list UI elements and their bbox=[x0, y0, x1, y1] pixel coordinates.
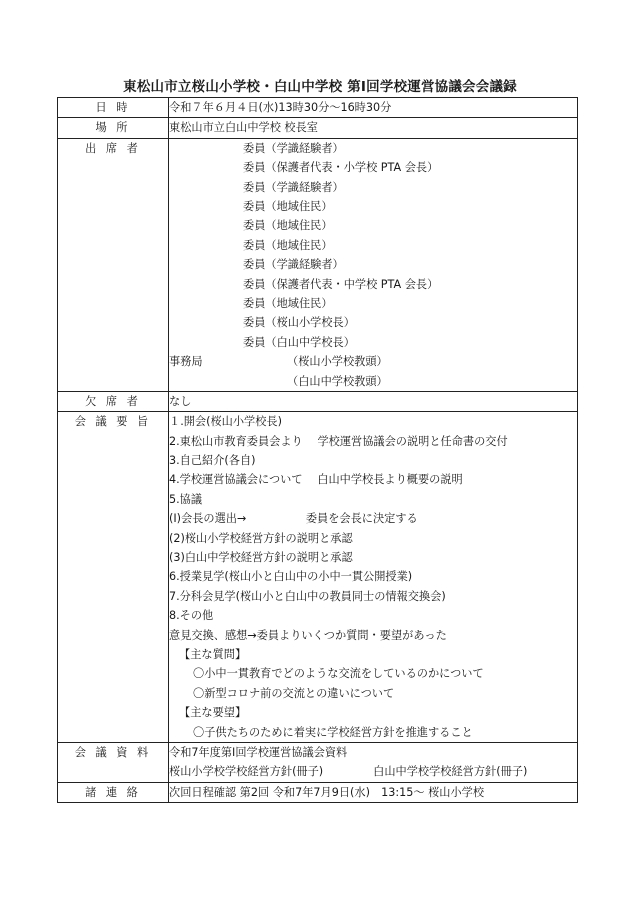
attendee-item: 委員（学識経験者） bbox=[243, 258, 344, 272]
materials-item: 桜山小学校学校経営方針(冊子) bbox=[169, 765, 324, 779]
secretariat-row bbox=[169, 372, 577, 391]
attendee-item: 委員（地域住民） bbox=[243, 238, 333, 252]
summary-value bbox=[169, 412, 578, 743]
notices-value: 次回日程確認 第2回 令和7年7月9日(水) 13:15～ 桜山小学校 bbox=[169, 782, 578, 802]
summary-item: (3)白山中学校経営方針の説明と承認 bbox=[169, 551, 353, 565]
attendee-item: 委員（保護者代表・小学校 PTA 会長） bbox=[243, 161, 439, 175]
summary-item: 【主な質問】 bbox=[179, 647, 247, 661]
attendee-item: 委員（地域住民） bbox=[243, 296, 333, 310]
summary-item: 5.協議 bbox=[169, 492, 203, 506]
summary-item: 8.その他 bbox=[169, 609, 214, 623]
attendees-label: 出 席 者 bbox=[58, 138, 169, 391]
attendee-item: 委員（保護者代表・中学校 PTA 会長） bbox=[243, 277, 439, 291]
document-title: 東松山市立桜山小学校・白山中学校 第Ⅰ回学校運営協議会会議録 bbox=[123, 79, 517, 95]
minutes-table bbox=[57, 97, 578, 803]
secretariat-row bbox=[169, 352, 577, 371]
place-label: 場 所 bbox=[58, 118, 169, 138]
place-value: 東松山市立白山中学校 校長室 bbox=[169, 118, 578, 138]
summary-item: (2)桜山小学校経営方針の説明と承認 bbox=[169, 531, 353, 545]
summary-item: １.開会(桜山小学校長) bbox=[169, 415, 282, 429]
summary-item: 〇新型コロナ前の交流との違いについて bbox=[193, 686, 395, 700]
attendee-item: 委員（地域住民） bbox=[243, 199, 333, 213]
attendees-value bbox=[169, 138, 578, 391]
attendee-item: 委員（学識経験者） bbox=[243, 141, 344, 155]
materials-value bbox=[169, 742, 578, 782]
summary-item: 4.学校運営協議会について 白山中学校長より概要の説明 bbox=[169, 473, 463, 487]
materials-label: 会 議 資 料 bbox=[58, 742, 169, 782]
row-summary bbox=[58, 412, 578, 743]
summary-item: 6.授業見学(桜山小と白山中の小中一貫公開授業) bbox=[169, 570, 413, 584]
absent-label: 欠 席 者 bbox=[58, 391, 169, 411]
summary-item: 【主な要望】 bbox=[179, 706, 247, 720]
row-attendees bbox=[58, 138, 578, 391]
summary-item: 〇小中一貫教育でどのような交流をしているのかについて bbox=[193, 667, 484, 681]
row-absent bbox=[58, 391, 578, 411]
datetime-value: 令和７年６月４日(水)13時30分～16時30分 bbox=[169, 98, 578, 118]
row-materials bbox=[58, 742, 578, 782]
materials-item: 白山中学校学校経営方針(冊子) bbox=[373, 765, 528, 779]
datetime-label: 日 時 bbox=[58, 98, 169, 118]
attendee-item: 委員（白山中学校長） bbox=[243, 335, 355, 349]
row-notices bbox=[58, 782, 578, 802]
summary-label: 会 議 要 旨 bbox=[58, 412, 169, 743]
notices-label: 諸 連 絡 bbox=[58, 782, 169, 802]
summary-item: 3.自己紹介(各自) bbox=[169, 454, 256, 468]
summary-item: 7.分科会見学(桜山小と白山中の教員同士の情報交換会) bbox=[169, 589, 446, 603]
materials-line bbox=[169, 762, 577, 781]
materials-line: 令和7年度第Ⅰ回学校運営協議会資料 bbox=[169, 745, 348, 759]
summary-item: 〇子供たちのために着実に学校経営方針を推進すること bbox=[193, 725, 473, 739]
row-place bbox=[58, 118, 578, 138]
summary-item: 意見交換、感想→委員よりいくつか質問・要望があった bbox=[169, 628, 447, 642]
absent-value: なし bbox=[169, 391, 578, 411]
secretariat-item: （桜山小学校教頭） bbox=[287, 355, 388, 369]
summary-item: 2.東松山市教育委員会より 学校運営協議会の説明と任命書の交付 bbox=[169, 434, 508, 448]
secretariat-label: 事務局 bbox=[169, 355, 203, 369]
attendee-item: 委員（学識経験者） bbox=[243, 180, 344, 194]
summary-item: (Ⅰ)会長の選出→ 委員を会長に決定する bbox=[169, 512, 418, 526]
attendee-item: 委員（地域住民） bbox=[243, 219, 333, 233]
row-datetime bbox=[58, 98, 578, 118]
attendee-item: 委員（桜山小学校長） bbox=[243, 316, 355, 330]
secretariat-item: （白山中学校教頭） bbox=[287, 374, 388, 388]
